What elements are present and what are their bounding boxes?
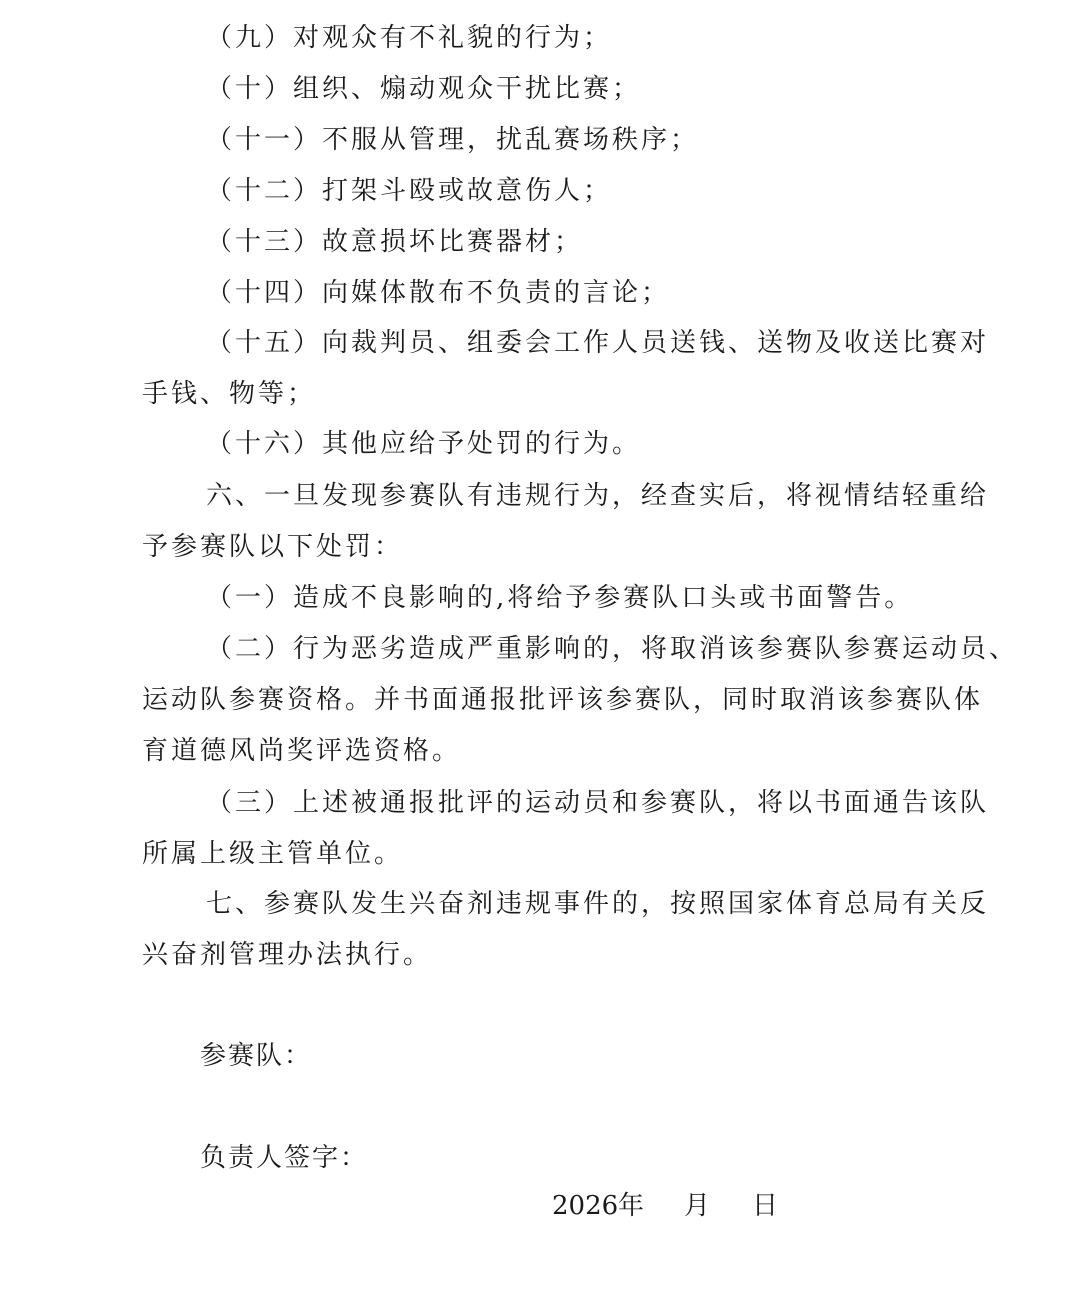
section-6-line-1: 六、一旦发现参赛队有违规行为，经查实后，将视情结轻重给 (206, 481, 990, 511)
date-day-unit: 日 (752, 1191, 779, 1221)
clause-9: （九）对观众有不礼貌的行为； (206, 23, 613, 53)
clause-14: （十四）向媒体散布不负责的言论； (206, 278, 671, 308)
penalty-3-line-1: （三）上述被通报批评的运动员和参赛队，将以书面通告该队 (206, 788, 990, 818)
clause-13: （十三）故意损坏比赛器材； (206, 227, 584, 257)
clause-15-line-2: 手钱、物等； (142, 379, 317, 409)
penalty-2-line-2: 运动队参赛资格。并书面通报批评该参赛队，同时取消该参赛队体 (142, 685, 984, 715)
section-6-line-2: 予参赛队以下处罚： (142, 532, 404, 562)
clause-15-line-1: （十五）向裁判员、组委会工作人员送钱、送物及收送比赛对 (206, 328, 990, 358)
date-year-unit: 年 (618, 1191, 645, 1221)
date-year: 2026 (552, 1191, 619, 1221)
date-month-unit: 月 (684, 1191, 711, 1221)
clause-11: （十一）不服从管理，扰乱赛场秩序； (206, 125, 700, 155)
penalty-2-line-3: 育道德风尚奖评选资格。 (142, 736, 462, 766)
section-7-line-1: 七、参赛队发生兴奋剂违规事件的，按照国家体育总局有关反 (206, 889, 990, 919)
clause-16: （十六）其他应给予处罚的行为。 (206, 429, 642, 459)
team-label: 参赛队： (200, 1041, 313, 1071)
penalty-2-line-1: （二）行为恶劣造成严重影响的，将取消该参赛队参赛运动员、 (206, 634, 1019, 664)
clause-10: （十）组织、煽动观众干扰比赛； (206, 74, 642, 104)
section-7-line-2: 兴奋剂管理办法执行。 (142, 940, 433, 970)
clause-12: （十二）打架斗殴或故意伤人； (206, 176, 613, 206)
penalty-1: （一）造成不良影响的,将给予参赛队口头或书面警告。 (206, 583, 914, 613)
leader-signature-label: 负责人签字： (200, 1143, 369, 1173)
penalty-3-line-2: 所属上级主管单位。 (142, 839, 404, 869)
